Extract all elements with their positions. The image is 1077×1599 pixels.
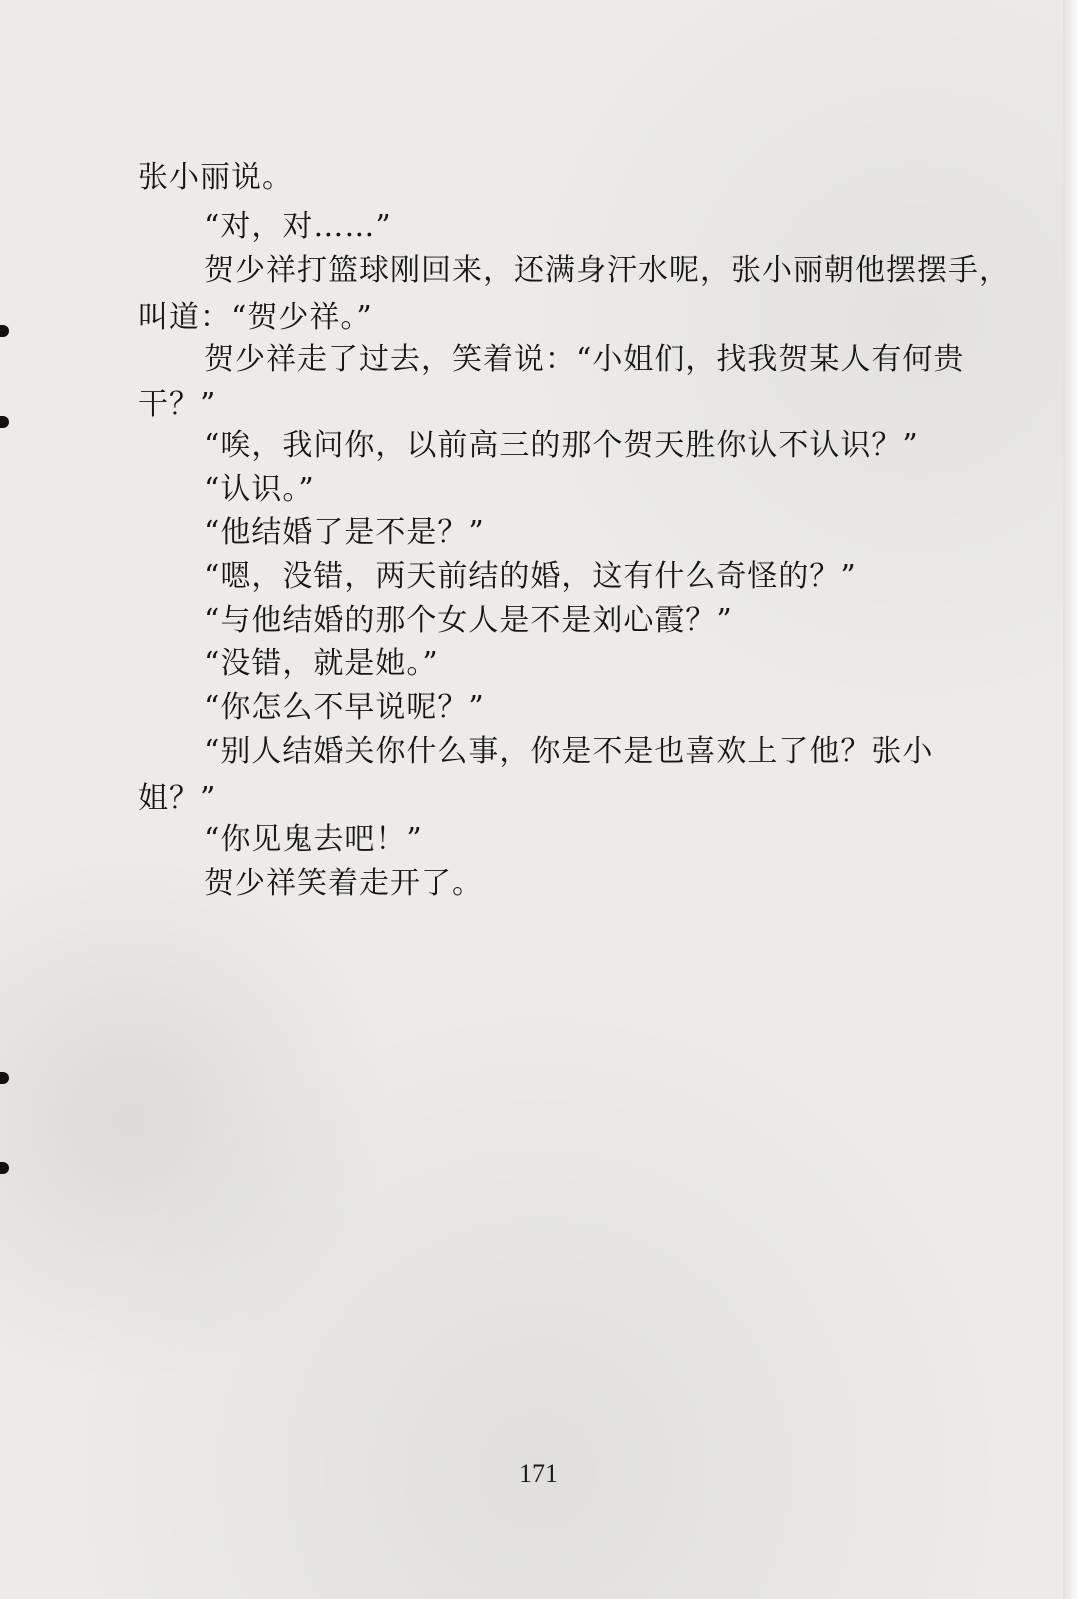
binding-hole-mark xyxy=(0,416,9,428)
text-line: “对，对……” xyxy=(204,209,392,244)
text-line: “别人结婚关你什么事，你是不是也喜欢上了他？张小 xyxy=(204,734,934,769)
text-line: “没错，就是她。” xyxy=(204,646,439,681)
binding-hole-mark xyxy=(0,325,9,337)
text-line: 张小丽说。 xyxy=(138,160,293,195)
page-edge xyxy=(1063,0,1077,1599)
text-line: 贺少祥打篮球刚回来，还满身汗水呢，张小丽朝他摆摆手， xyxy=(204,253,1010,288)
binding-hole-mark xyxy=(0,1072,9,1084)
text-line: 贺少祥走了过去，笑着说：“小姐们，找我贺某人有何贵 xyxy=(204,342,965,377)
text-line: “唉，我问你，以前高三的那个贺天胜你认不认识？” xyxy=(204,428,919,463)
page-number: 171 xyxy=(519,1459,558,1488)
text-line: 干？” xyxy=(138,387,217,422)
text-line: 姐？” xyxy=(138,781,217,816)
text-line: “认识。” xyxy=(204,472,315,507)
text-line: 叫道：“贺少祥。” xyxy=(138,300,373,335)
text-line: “与他结婚的那个女人是不是刘心霞？” xyxy=(204,603,733,638)
text-line: 贺少祥笑着走开了。 xyxy=(204,866,483,901)
text-line: “你见鬼去吧！” xyxy=(204,822,423,857)
text-line: “你怎么不早说呢？” xyxy=(204,690,485,725)
binding-hole-mark xyxy=(0,1162,9,1174)
text-line: “他结婚了是不是？” xyxy=(204,515,485,550)
text-line: “嗯，没错，两天前结的婚，这有什么奇怪的？” xyxy=(204,559,857,594)
